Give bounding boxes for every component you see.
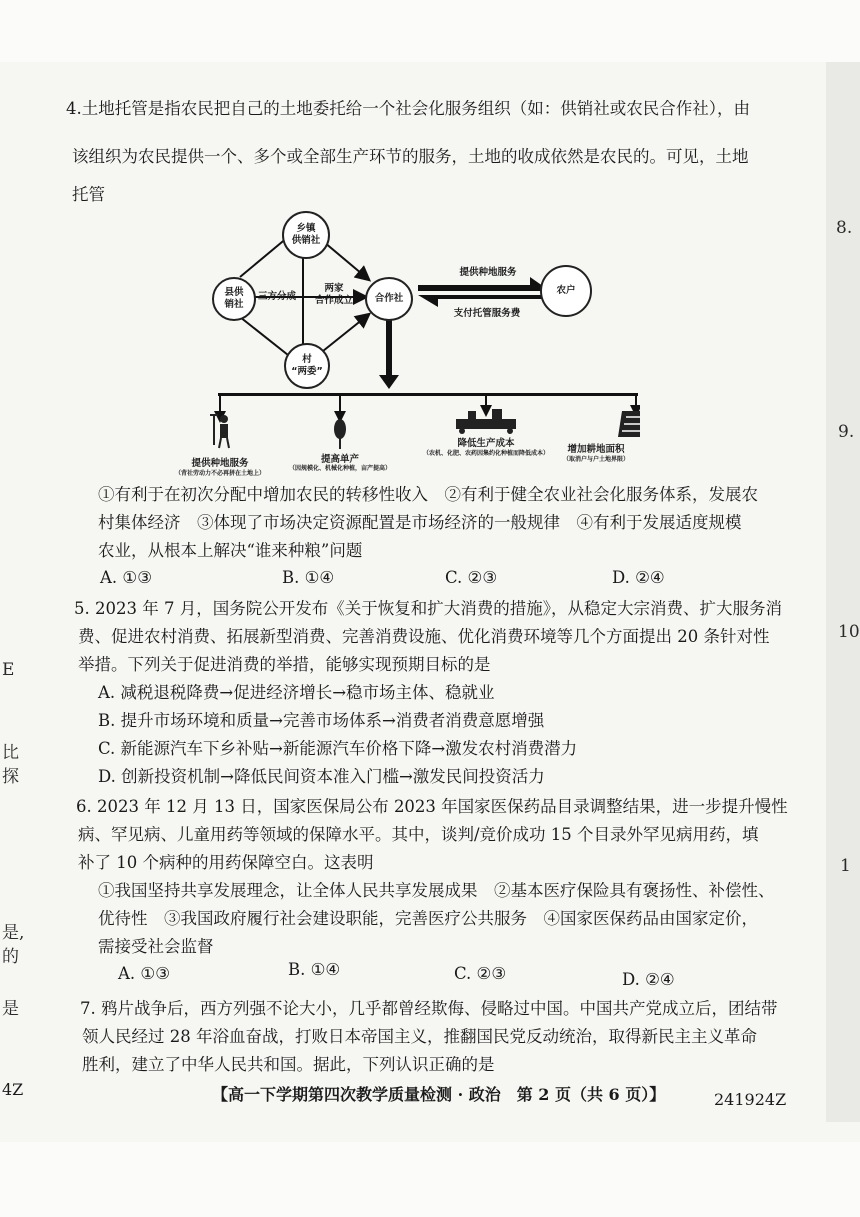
right-edge-fragment: 10 [838,622,860,642]
q6-option-b: B. ①④ [288,960,341,979]
branch-label: 增加耕地面积 [567,444,625,455]
branch-label: 提高单产 [320,454,359,465]
q5-stem-line-1: 5. 2023 年 7 月，国务院公开发布《关于恢复和扩大消费的措施》，从稳定大宗消费、扩大服务消 [74,599,782,618]
branch-sublabel: （农机、化肥、农药因集约化种植而降低成本） [422,450,549,457]
q4-statement-line-2: 村集体经济 ③体现了市场决定资源配置是市场经济的一般规律 ④有利于发展适度规模 [98,513,742,532]
wheat-icon [334,419,346,449]
left-edge-fragment: 探 [2,767,19,787]
q7-stem-line-1: 7. 鸦片战争后，西方列强不论大小，几乎都曾经欺侮、侵略过中国。中国共产党成立后，团结带 [80,999,778,1018]
node-village-committees: 村 “两委” [284,343,330,389]
left-page-code-fragment: 4Z [2,1080,24,1099]
q4-option-b: B. ①④ [282,568,335,587]
q4-option-a: A. ①③ [100,568,152,587]
left-edge-fragment: 比 [2,743,19,763]
left-edge-fragment: 是 [2,999,19,1019]
farmer-icon [210,415,229,448]
field-icon [618,411,640,437]
q6-option-c: C. ②③ [454,964,507,983]
branch-label: 降低生产成本 [457,438,515,449]
right-edge-fragment: 1 [840,856,851,876]
node-cooperative: 合作社 [365,277,413,321]
land-trust-diagram [174,205,640,485]
q7-stem-line-2: 领人民经过 28 年浴血奋战，打败日本帝国主义，推翻国民党反动统治，取得新民主主义革命 [82,1027,757,1046]
q4-statement-line-1: ①有利于在初次分配中增加农民的转移性收入 ②有利于健全农业社会化服务体系，发展农 [98,485,758,504]
branch-label: 提供种地服务 [191,458,249,469]
page-footer-title: 【高一下学期第四次教学质量检测 · 政治 第 2 页（共 6 页）】 [212,1085,666,1104]
q4-stem-line-1: 4.土地托管是指农民把自己的土地委托给一个社会化服务组织（如：供销社或农民合作社），由 [66,99,750,118]
q6-option-d: D. ②④ [622,970,675,989]
node-county-coop: 县供 销社 [212,277,256,321]
q6-stem-line-1: 6. 2023 年 12 月 13 日，国家医保局公布 2023 年国家医保药品目录调整结果，进一步提升慢性 [76,797,788,816]
label-jointly-founded: 两家 合作成立 [314,283,353,306]
q4-stem-line-3: 托管 [72,185,105,204]
right-edge-fragment: 8. [836,218,853,238]
right-edge-fragment: 9. [838,422,855,442]
branch-sublabel: （背社劳动力不必再拼在土地上） [174,470,265,477]
q6-stem-line-3: 补了 10 个病种的用药保障空白。这表明 [78,853,374,872]
node-farmer: 农户 [540,265,592,317]
q5-option-a: A. 减税退税降费→促进经济增长→稳市场主体、稳就业 [98,683,495,702]
q5-stem-line-2: 费、促进农村消费、拓展新型消费、完善消费设施、优化消费环境等几个方面提出 20 条针对性 [78,627,770,646]
q6-statement-line-1: ①我国坚持共享发展理念，让全体人民共享发展成果 ②基本医疗保险具有褒扬性、补偿性、 [98,881,775,900]
q4-statement-line-3: 农业，从根本上解决“谁来种粮”问题 [98,541,363,560]
branch-sublabel: （因规模化、机械化种植，亩产提高） [288,465,391,472]
q4-option-c: C. ②③ [445,568,498,587]
q6-option-a: A. ①③ [118,964,170,983]
q4-option-d: D. ②④ [612,568,665,587]
left-edge-fragment: E [2,660,15,680]
label-pay-trust-fee: 支付托管服务费 [453,308,521,319]
q5-option-d: D. 创新投资机制→降低民间资本准入门槛→激发民间投资活力 [98,767,545,786]
q7-stem-line-3: 胜利，建立了中华人民共和国。据此，下列认识正确的是 [82,1055,495,1074]
q6-stem-line-2: 病、罕见病、儿童用药等领域的保障水平。其中，谈判/竞价成功 15 个目录外罕见病用药，填 [78,825,759,844]
q6-statement-line-2: 优待性 ③我国政府履行社会建设职能，完善医疗公共服务 ④国家医保药品由国家定价， [98,909,758,928]
left-edge-fragment: 是, [2,923,25,943]
node-township-coop: 乡镇 供销社 [282,211,330,259]
exam-code: 241924Z [714,1090,787,1109]
label-three-way-split: 三方分成 [257,291,296,302]
q5-option-b: B. 提升市场环境和质量→完善市场体系→消费者消费意愿增强 [98,711,545,730]
left-edge-fragment: 的 [2,947,19,967]
q4-stem-line-2: 该组织为农民提供一个、多个或全部生产环节的服务，土地的收成依然是农民的。可见，土地 [72,147,749,166]
q6-statement-line-3: 需接受社会监督 [98,937,214,956]
q5-stem-line-3: 举措。下列关于促进消费的举措，能够实现预期目标的是 [78,655,491,674]
label-provide-farming-service: 提供种地服务 [459,267,517,278]
branch-sublabel: （取消户与户土地界限） [562,456,629,463]
factory-icon [456,409,516,434]
q5-option-c: C. 新能源汽车下乡补贴→新能源汽车价格下降→激发农村消费潜力 [98,739,578,758]
